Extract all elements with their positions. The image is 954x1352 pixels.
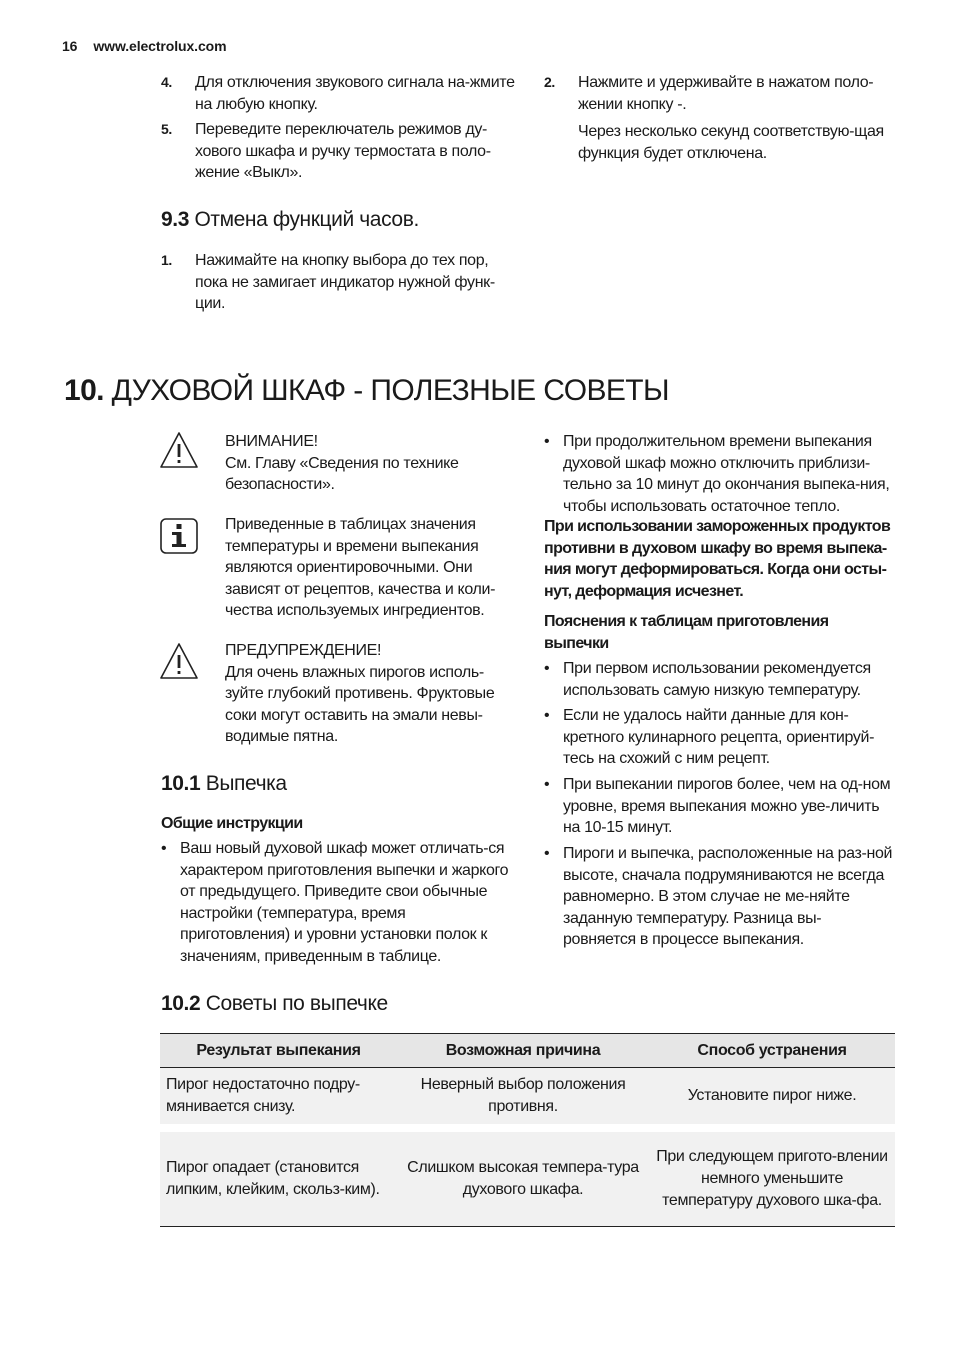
section-title: Выпечка — [205, 772, 287, 795]
step-number: 4. — [161, 74, 172, 90]
page-header — [62, 38, 226, 54]
step-text: Нажимайте на кнопку выбора до тех пор, пока не замигает индикатор нужной функ-ции. — [195, 252, 495, 312]
chapter-number: 10. — [64, 374, 104, 407]
step-text: Переведите переключатель режимов ду-хового шкафа и ручку термостата в поло-жение «Выкл». — [195, 121, 491, 181]
bullet-text: Ваш новый духовой шкаф может отличать-ся характером приготовления выпечки и жаркого от предыдущего. Приведите свои обычные настройки (температура, время приготовления) и уровни установки полок к значениям, приведенным в таблице. — [180, 840, 509, 965]
table-cell: Пирог опадает (становится липким, клейким, скольз-ким). — [160, 1128, 397, 1227]
table-header-row — [160, 1034, 895, 1068]
section-number: 10.1 — [161, 772, 201, 795]
baking-tips-table — [160, 1033, 895, 1227]
table-cell: Неверный выбор положения противня. — [397, 1068, 649, 1129]
table-cell: При следующем пригото-влении немного уменьшите температуру духового шка-фа. — [649, 1128, 895, 1227]
step-number: 5. — [161, 121, 172, 137]
warning-label: ПРЕДУПРЕЖДЕНИЕ! — [225, 642, 382, 659]
step-text: Нажмите и удерживайте в нажатом поло-жении кнопку -. — [578, 74, 874, 113]
table-cell: Пирог недостаточно подру-мянивается снизу. — [160, 1068, 397, 1129]
bullet-dot: • — [544, 776, 550, 793]
bullet-text: Пироги и выпечка, расположенные на раз-ной высоте, сначала подрумяниваются не всегда равномерно. В этом случае не ме-няйте заданную температуру. Разница вы-ровняется в процессе выпекания. — [563, 845, 893, 948]
bullet-item — [544, 705, 896, 770]
paragraph: Через несколько секунд соответствую-щая функция будет отключена. — [578, 123, 884, 162]
bullet-text: При первом использовании рекомендуется использовать самую низкую температуру. — [563, 660, 871, 699]
bold-paragraph: При использовании замороженных продуктов противни в духовом шкафу во время выпека-ния могут деформироваться. Когда они осты-нут, деформация исчезнет. — [544, 518, 891, 600]
step-2 — [544, 72, 894, 115]
column-header: Возможная причина — [397, 1034, 649, 1068]
bullet-dot: • — [544, 433, 550, 450]
table-row — [160, 1068, 895, 1129]
warning-icon — [158, 641, 200, 681]
step-text: Для отключения звукового сигнала на-жмите на любую кнопку. — [195, 74, 515, 113]
page-number: 16 — [62, 38, 78, 54]
section-title: Отмена функций часов. — [194, 208, 419, 231]
bullet-item — [544, 431, 894, 517]
bullet-dot: • — [544, 845, 550, 862]
step-number: 1. — [161, 252, 172, 268]
info-icon — [158, 516, 200, 556]
table-cell: Установите пирог ниже. — [649, 1068, 895, 1129]
table-cell: Слишком высокая темпера-тура духового шкафа. — [397, 1128, 649, 1227]
section-heading-10-1 — [161, 772, 287, 796]
bullet-text: При продолжительном времени выпекания духовой шкаф можно отключить приблизи-тельно за 10 минут до окончания выпека-ния, чтобы использовать остаточное тепло. — [563, 433, 890, 515]
subheading: Пояснения к таблицам приготовления выпечки — [544, 613, 829, 652]
info-text: Приведенные в таблицах значения температуры и времени выпекания являются ориентировочными. Они зависят от рецептов, качества и коли-чества используемых ингредиентов. — [225, 516, 496, 619]
warning-label: ВНИМАНИЕ! — [225, 433, 318, 450]
section-number: 9.3 — [161, 208, 189, 231]
site-url: www.electrolux.com — [93, 38, 227, 54]
step-5 — [161, 119, 516, 184]
bullet-dot: • — [544, 660, 550, 677]
step-number: 2. — [544, 74, 555, 90]
section-title: Советы по выпечке — [205, 992, 388, 1015]
bullet-item — [544, 658, 894, 701]
bullet-item — [544, 774, 894, 839]
chapter-title — [64, 374, 669, 408]
column-header: Способ устранения — [649, 1034, 895, 1068]
bullet-item — [161, 838, 516, 967]
bullet-item — [544, 843, 894, 951]
section-number: 10.2 — [161, 992, 201, 1015]
bullet-text: Если не удалось найти данные для кон-кретного кулинарного рецепта, ориентируй-тесь на схожий с ним рецепт. — [563, 707, 875, 767]
warning-icon — [158, 430, 200, 470]
chapter-title-text: ДУХОВОЙ ШКАФ - ПОЛЕЗНЫЕ СОВЕТЫ — [111, 374, 669, 407]
step-4 — [161, 72, 516, 115]
bullet-dot: • — [161, 840, 167, 857]
section-heading-9-3 — [161, 208, 419, 232]
table-row — [160, 1128, 895, 1227]
bullet-dot: • — [544, 707, 550, 724]
subheading: Общие инструкции — [161, 815, 303, 832]
column-header: Результат выпекания — [160, 1034, 397, 1068]
step-1 — [161, 250, 516, 315]
bullet-text: При выпекании пирогов более, чем на од-ном уровне, время выпекания можно уве-личить на 10-15 минут. — [563, 776, 891, 836]
warning-text: См. Главу «Сведения по технике безопасности». — [225, 454, 459, 493]
warning-text: Для очень влажных пирогов исполь-зуйте глубокий противень. Фруктовые соки могут оставить на эмали невы-водимые пятна. — [225, 663, 495, 745]
section-heading-10-2 — [161, 992, 388, 1016]
